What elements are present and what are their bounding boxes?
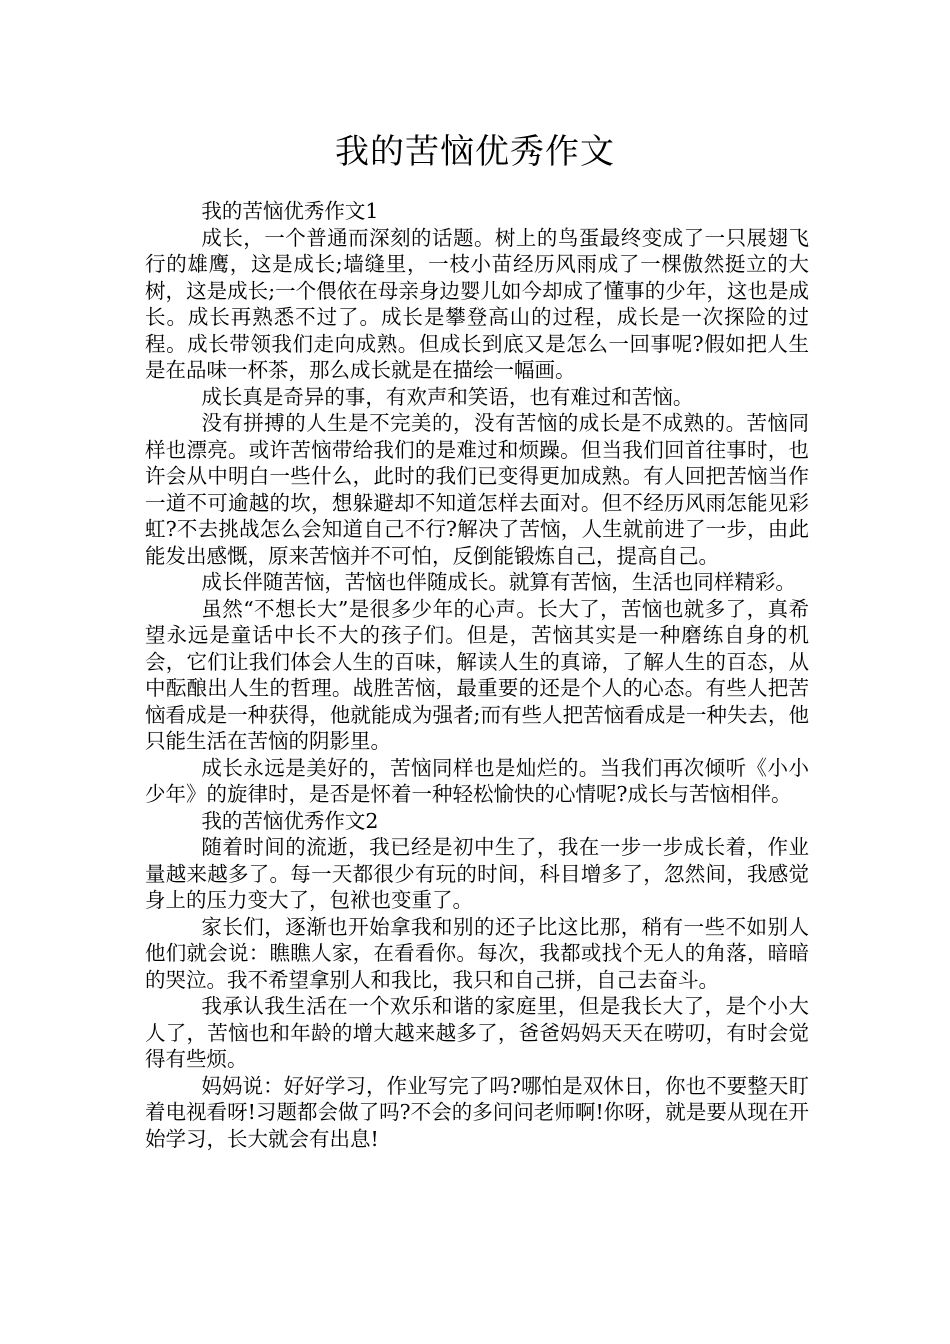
paragraph: 妈妈说：好好学习，作业写完了吗?哪怕是双休日，你也不要整天盯着电视看呀!习题都会做了吗?不会的多问问老师啊!你呀，就是要从现在开始学习，长大就会有出息!: [145, 1073, 809, 1151]
paragraph: 成长真是奇异的事，有欢声和笑语，也有难过和苦恼。: [201, 384, 694, 409]
paragraph: 成长，一个普通而深刻的话题。树上的鸟蛋最终变成了一只展翅飞行的雄鹰，这是成长;墙缝里，一枝小苗经历风雨成了一棵傲然挺立的大树，这是成长;一个偎依在母亲身边婴儿如今却成了懂事的少年，这也是成长。成长再熟悉不过了。成长是攀登高山的过程，成长是一次探险的过程。成长带领我们走向成熟。但成长到底又是怎么一回事呢?假如把人生是在品味一杯茶，那么成长就是在描绘一幅画。: [145, 225, 809, 382]
essay-heading-1: 我的苦恼优秀作文1: [201, 199, 379, 223]
essay-heading-2: 我的苦恼优秀作文2: [201, 808, 379, 833]
paragraph: 成长伴随苦恼，苦恼也伴随成长。就算有苦恼，生活也同样精彩。: [201, 570, 796, 594]
paragraph: 虽然“不想长大”是很多少年的心声。长大了，苦恼也就多了，真希望永远是童话中长不大的孩子们。但是，苦恼其实是一种磨练自身的机会，它们让我们体会人生的百味，解读人生的真谛，了解人生的百态，从中酝酿出人生的哲理。战胜苦恼，最重要的还是个人的心态。有些人把苦恼看成是一种获得，他就能成为强者;而有些人把苦恼看成是一种失去，他只能生活在苦恼的阴影里。: [145, 596, 809, 753]
paragraph: 没有拼搏的人生是不完美的，没有苦恼的成长是不成熟的。苦恼同样也漂亮。或许苦恼带给我们的是难过和烦躁。但当我们回首往事时，也许会从中明白一些什么，此时的我们已变得更加成熟。有人回把苦恼当作一道不可逾越的坎，想躲避却不知道怎样去面对。但不经历风雨怎能见彩虹?不去挑战怎么会知道自己不行?解决了苦恼，人生就前进了一步，由此能发出感慨，原来苦恼并不可怕，反倒能锻炼自己，提高自己。: [145, 411, 809, 568]
paragraph: 我承认我生活在一个欢乐和谐的家庭里，但是我长大了，是个小大人了，苦恼也和年龄的增大越来越多了，爸爸妈妈天天在唠叨，有时会觉得有些烦。: [145, 994, 809, 1071]
document-body: [145, 198, 809, 1152]
paragraph: 成长永远是美好的，苦恼同样也是灿烂的。当我们再次倾听《小小少年》的旋律时，是否是怀着一种轻松愉快的心情呢?成长与苦恼相伴。: [145, 755, 809, 806]
document-title: 我的苦恼优秀作文: [335, 132, 615, 172]
paragraph: 家长们，逐渐也开始拿我和别的还子比这比那，稍有一些不如别人他们就会说：瞧瞧人家，在看看你。每次，我都或找个无人的角落，暗暗的哭泣。我不希望拿别人和我比，我只和自己拼，自己去奋斗。: [145, 914, 809, 992]
paragraph: 随着时间的流逝，我已经是初中生了，我在一步一步成长着，作业量越来越多了。每一天都很少有玩的时间，科目增多了，忽然间，我感觉身上的压力变大了，包袱也变重了。: [145, 835, 809, 912]
